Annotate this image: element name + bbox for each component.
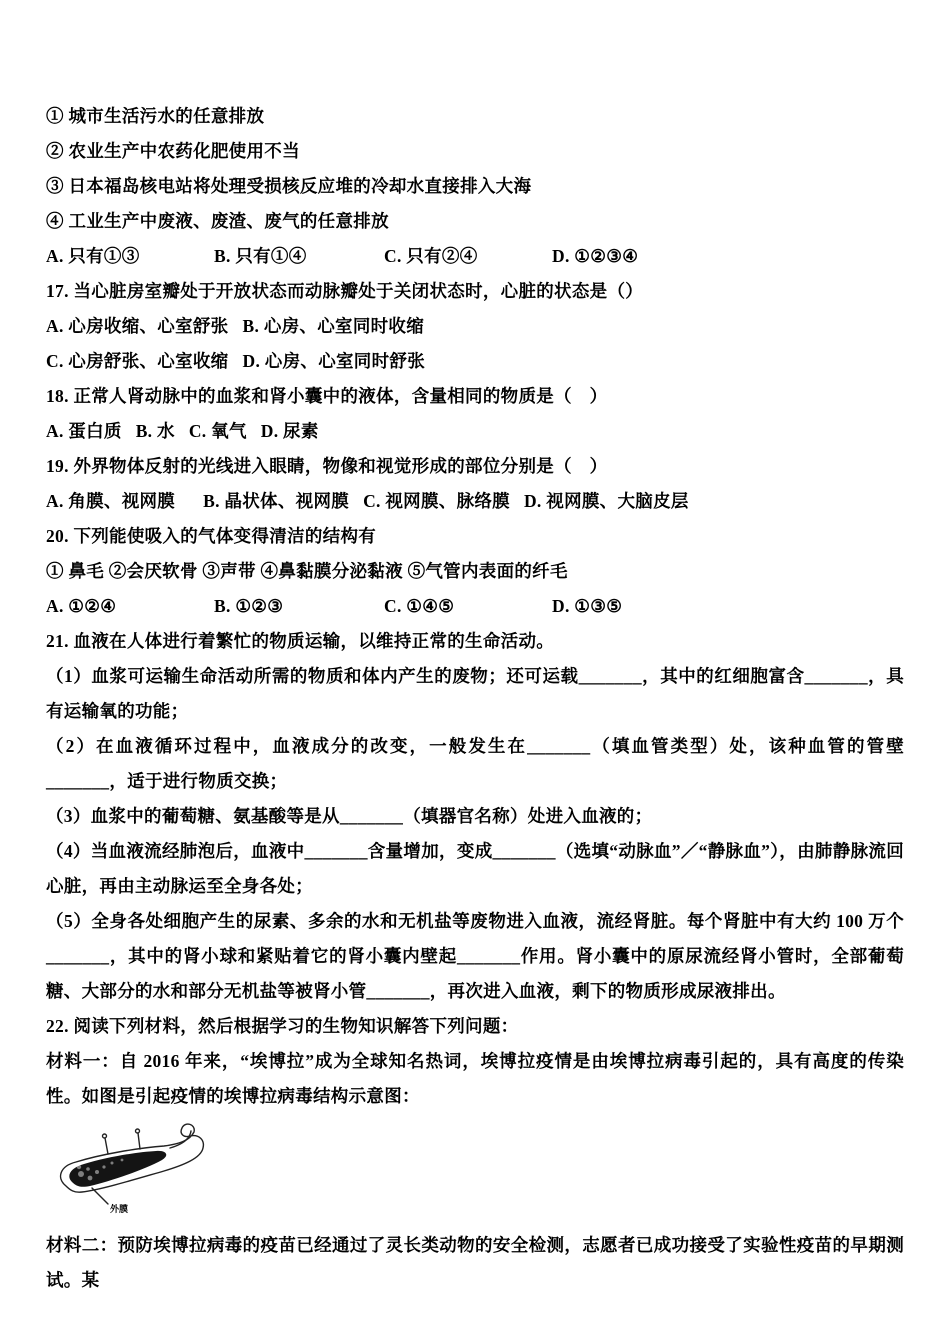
q21-part-5: （5）全身各处细胞产生的尿素、多余的水和无机盐等废物进入血液，流经肾脏。每个肾脏中有大约 100 万个_______，其中的肾小球和紧贴着它的肾小囊内壁起_______作用。肾小囊中的原尿流经肾小管时，全部葡萄糖、大部分的水和部分无机盐等被肾小管_______，再次进入血液，剩下的物质形成尿液排出。: [46, 911, 904, 1001]
option-cell: A. 只有①③: [46, 246, 140, 266]
q19-options: A. 角膜、视网膜 B. 晶状体、视网膜 C. 视网膜、脉络膜 D. 视网膜、大脑皮层: [46, 491, 689, 511]
q18-options: A. 蛋白质 B. 水 C. 氧气 D. 尿素: [46, 421, 319, 441]
q16-item-1: ① 城市生活污水的任意排放: [46, 106, 265, 126]
q20-options-row: [46, 589, 904, 624]
q21-stem: 21. 血液在人体进行着繁忙的物质运输，以维持正常的生命活动。: [46, 631, 555, 651]
q19-stem: 19. 外界物体反射的光线进入眼睛，物像和视觉形成的部位分别是（ ）: [46, 456, 608, 476]
option-cell: D. ①②③④: [552, 246, 639, 266]
q16-options-row: [46, 239, 904, 274]
option-cell: A. ①②④: [46, 596, 117, 616]
q17-options-cd: C. 心房舒张、心室收缩 D. 心房、心室同时舒张: [46, 351, 425, 371]
q20-items: ① 鼻毛 ②会厌软骨 ③声带 ④鼻黏膜分泌黏液 ⑤气管内表面的纤毛: [46, 561, 568, 581]
q18-stem: 18. 正常人肾动脉中的血浆和肾小囊中的液体，含量相同的物质是（ ）: [46, 386, 608, 406]
virus-spike-icons: [103, 1129, 192, 1154]
ebola-virus-diagram: [52, 1120, 230, 1226]
virus-membrane-label: 外膜: [110, 1204, 129, 1214]
q16-item-2: ② 农业生产中农药化肥使用不当: [46, 141, 300, 161]
q16-item-4: ④ 工业生产中废液、废渣、废气的任意排放: [46, 211, 389, 231]
q17-stem: 17. 当心脏房室瓣处于开放状态而动脉瓣处于关闭状态时，心脏的状态是（）: [46, 281, 644, 301]
material-2-text: 材料二：预防埃博拉病毒的疫苗已经通过了灵长类动物的安全检测，志愿者已成功接受了实验性疫苗的早期测试。某: [46, 1235, 904, 1290]
option-cell: C. ①④⑤: [384, 596, 455, 616]
q22-stem: 22. 阅读下列材料，然后根据学习的生物知识解答下列问题：: [46, 1016, 519, 1036]
q21-part-2: （2）在血液循环过程中，血液成分的改变，一般发生在_______（填血管类型）处，该种血管的管壁_______，适于进行物质交换；: [46, 736, 904, 791]
document-body: [46, 99, 904, 1298]
q21-part-1: （1）血浆可运输生命活动所需的物质和体内产生的废物；还可运载_______，其中的红细胞富含_______，具有运输氧的功能；: [46, 666, 904, 721]
q20-stem: 20. 下列能使吸入的气体变得清洁的结构有: [46, 526, 377, 546]
ebola-virus-structure-figure: [52, 1120, 904, 1228]
option-cell: B. ①②③: [214, 596, 284, 616]
virus-core: [69, 1151, 166, 1187]
material-1-text: 材料一：自 2016 年来，“埃博拉”成为全球知名热词，埃博拉疫情是由埃博拉病毒引起的，具有高度的传染性。如图是引起疫情的埃博拉病毒结构示意图：: [46, 1051, 904, 1106]
option-cell: C. 只有②④: [384, 246, 478, 266]
option-cell: D. ①③⑤: [552, 596, 623, 616]
q16-item-3: ③ 日本福岛核电站将处理受损核反应堆的冷却水直接排入大海: [46, 176, 532, 196]
q21-part-3: （3）血浆中的葡萄糖、氨基酸等是从_______（填器官名称）处进入血液的；: [46, 806, 653, 826]
q17-options-ab: A. 心房收缩、心室舒张 B. 心房、心室同时收缩: [46, 316, 425, 336]
option-cell: B. 只有①④: [214, 246, 307, 266]
membrane-label-pointer: [92, 1188, 108, 1204]
q21-part-4: （4）当血液流经肺泡后，血液中_______含量增加，变成_______（选填“动脉血”／“静脉血”），由肺静脉流回心脏，再由主动脉运至全身各处；: [46, 841, 904, 896]
